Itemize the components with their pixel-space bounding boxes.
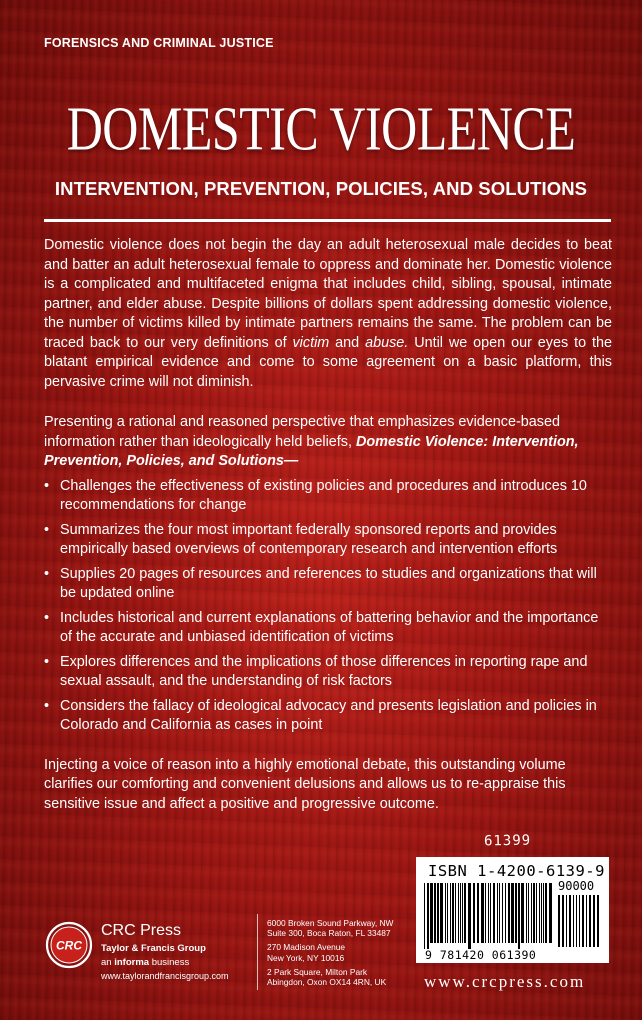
barcode-label — [416, 857, 609, 963]
barcode-bar — [460, 883, 461, 943]
barcode-bar — [518, 883, 520, 949]
lead-paragraph: Presenting a rational and reasoned perspective that emphasizes evidence-based information rather than ideologically held beliefs, Domestic Violence: Intervention, Prevention, Policies, and Solutions— — [44, 414, 579, 469]
barcode-bar — [511, 883, 514, 943]
svg-text:CRC: CRC — [56, 938, 82, 953]
barcode-bar — [526, 883, 527, 943]
series-label: FORENSICS AND CRIMINAL JUSTICE — [44, 36, 274, 50]
barcode-bar — [499, 883, 500, 943]
barcode-addon-bar — [576, 895, 577, 947]
barcode-bar — [427, 883, 429, 949]
barcode-addon-bar — [589, 895, 591, 947]
barcode-bar — [455, 883, 456, 943]
barcode-bar — [545, 883, 547, 943]
barcode-bar — [447, 883, 448, 943]
barcode-addon-bar — [586, 895, 587, 947]
closing-paragraph: Injecting a voice of reason into a highly emotional debate, this outstanding volume clarifies our comforting and convenient delusions and allows us to re-appraise this sensitive issue and affect a positive and progressive outcome. — [44, 756, 566, 812]
barcode-bar — [437, 883, 439, 943]
publisher-business: an informa business — [101, 957, 190, 968]
barcode-bar — [536, 883, 537, 943]
barcode-bar — [458, 883, 459, 943]
intro-paragraph: Domestic violence does not begin the day an adult heterosexual male decides to beat and batter an adult heterosexual female to oppress and dominate her. Domestic violence is a complicated and multifaceted enigma that includes child, sibling, spousal, intimate partner, and elder abuse. Despite billions of dollars spent addressing domestic violence, the number of victims killed by intimate partners remains the same. The problem can be traced back to our very definitions of victim and abuse. Until we open our eyes to the blatant empirical evidence and come to some agreement on a basic platform, this pervasive crime will not diminish. — [44, 237, 612, 390]
barcode-addon-bar — [593, 895, 595, 947]
barcode-bar — [464, 883, 466, 943]
list-item: • Considers the fallacy of ideological advocacy and presents legislation and policies in Colorado and California as cases in point — [44, 697, 612, 736]
list-item: • Supplies 20 pages of resources and references to studies and organizations that will be updated online — [44, 565, 612, 604]
barcode-addon-bar — [579, 895, 580, 947]
book-title: DOMESTIC VIOLENCE — [66, 93, 576, 164]
barcode-bar — [481, 883, 484, 943]
barcode-bar — [462, 883, 463, 943]
ean-barcode — [424, 883, 601, 945]
barcode-bar — [488, 883, 489, 943]
crc-logo-icon — [44, 920, 94, 970]
barcode-bar — [468, 883, 471, 949]
list-item: • Summarizes the four most important federally sponsored reports and provides empirically based overviews of contemporary research and intervention efforts — [44, 521, 612, 560]
barcode-bar — [515, 883, 517, 943]
publisher-name: CRC Press — [101, 922, 182, 939]
address-block: 2 Park Square, Milton Park Abingdon, Oxon OX14 4RN, UK — [267, 966, 387, 988]
barcode-addon-bar — [558, 895, 560, 947]
barcode-bar — [508, 883, 510, 943]
barcode-bar — [549, 883, 552, 943]
title-rule — [44, 219, 611, 222]
publisher-url[interactable]: www.taylorandfrancisgroup.com — [101, 971, 229, 981]
book-subtitle: INTERVENTION, PREVENTION, POLICIES, AND SOLUTIONS — [54, 178, 588, 199]
feature-list — [44, 477, 612, 736]
barcode-bar — [493, 883, 495, 943]
barcode-addon-bar — [566, 895, 567, 947]
barcode-bar — [473, 883, 475, 943]
barcode-addon-bar — [573, 895, 574, 947]
barcode-addon-bar — [582, 895, 584, 947]
address-block: 270 Madison Avenue New York, NY 10016 — [267, 942, 346, 963]
barcode-addon-bar — [597, 895, 599, 947]
barcode-bar — [424, 883, 425, 949]
barcode-bar — [541, 883, 542, 943]
barcode-bar — [521, 883, 524, 943]
barcode-bar — [440, 883, 443, 943]
barcode-bar — [445, 883, 446, 943]
publisher-addresses — [267, 918, 393, 991]
barcode-bar — [490, 883, 491, 943]
barcode-bar — [452, 883, 454, 943]
isbn-text: ISBN 1-4200-6139-9 — [428, 862, 605, 880]
address-block: 6000 Broken Sound Parkway, NW Suite 300, Boca Raton, FL 33487 — [267, 918, 394, 939]
barcode-bar — [477, 883, 479, 943]
list-item: • Challenges the effectiveness of existing policies and procedures and introduces 10 recommendations for change — [44, 477, 612, 516]
barcode-bar — [539, 883, 540, 943]
barcode-bar — [434, 883, 436, 943]
barcode-bar — [430, 883, 433, 943]
barcode-bar — [497, 883, 498, 943]
barcode-number: 9 781420 061390 — [425, 948, 537, 962]
barcode-bar — [450, 883, 451, 943]
website-link[interactable]: www.crcpress.com — [424, 972, 586, 991]
barcode-bar — [485, 883, 486, 943]
product-code: 61399 — [483, 832, 532, 850]
description — [44, 236, 612, 814]
lead-book-title: Domestic Violence: Intervention, Prevention, Policies, and Solutions — [44, 433, 579, 469]
barcode-bar — [505, 883, 506, 943]
barcode-bar — [528, 883, 529, 943]
list-item: • Includes historical and current explanations of battering behavior and the importance of the accurate and unbiased identification of victims — [44, 609, 612, 648]
list-item: • Explores differences and the implications of those differences in reporting rape and sexual assault, and the understanding of risk factors — [44, 653, 612, 692]
barcode-bar — [543, 883, 544, 943]
publisher-group: Taylor & Francis Group — [101, 943, 206, 954]
price-code: 90000 — [558, 879, 595, 893]
barcode-addon-bar — [569, 895, 571, 947]
address-divider — [257, 914, 258, 990]
barcode-bar — [531, 883, 532, 943]
barcode-bar — [533, 883, 535, 943]
barcode-addon-bar — [562, 895, 564, 947]
barcode-bar — [502, 883, 503, 943]
